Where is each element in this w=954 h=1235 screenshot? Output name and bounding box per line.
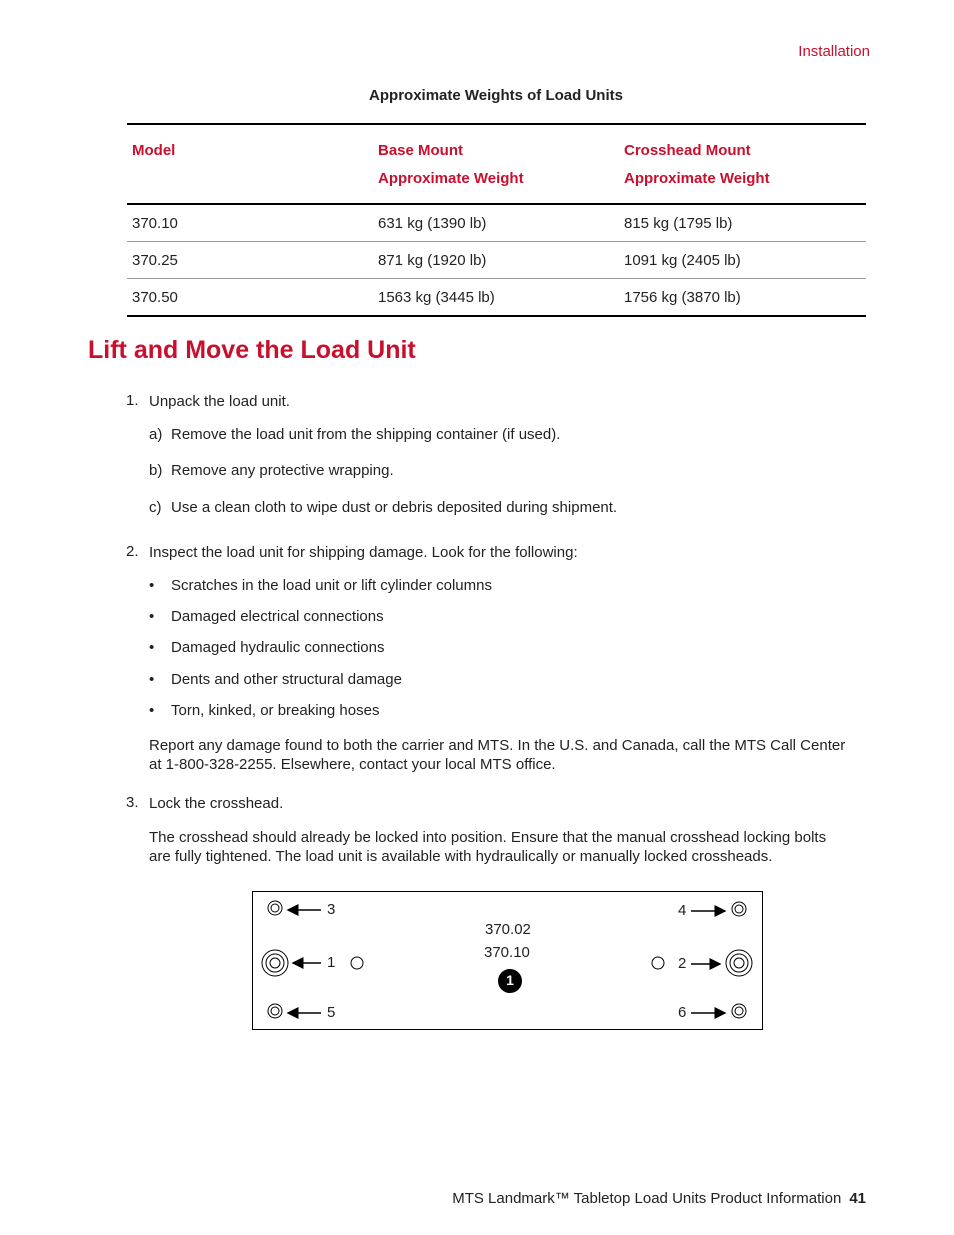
page-footer <box>452 1190 866 1207</box>
header-section-name: Installation <box>798 43 870 60</box>
bullet-marker: • <box>149 608 155 625</box>
bullet-item: Torn, kinked, or breaking hoses <box>171 702 380 719</box>
model-label-370-10: 370.10 <box>484 944 530 961</box>
bullet-item: Dents and other structural damage <box>171 671 402 688</box>
cell-base: 1563 kg (3445 lb) <box>373 279 619 317</box>
section-heading: Lift and Move the Load Unit <box>88 336 416 364</box>
table-header-row <box>127 124 866 204</box>
step-1-number: 1. <box>126 392 139 409</box>
cell-model: 370.50 <box>127 279 373 317</box>
header-crosshead-mount: Crosshead Mount Approximate Weight <box>619 124 866 204</box>
cell-crosshead: 1091 kg (2405 lb) <box>619 242 866 279</box>
cell-model: 370.25 <box>127 242 373 279</box>
substep-b-text: Remove any protective wrapping. <box>171 462 394 479</box>
bullet-marker: • <box>149 702 155 719</box>
substep-a-label: a) <box>149 426 163 443</box>
crosshead-bolt-diagram <box>252 891 763 1030</box>
bolt-6-icon <box>732 1004 746 1018</box>
page-number: 41 <box>849 1190 866 1207</box>
paragraph-line: at 1-800-328-2255. Elsewhere, contact your local MTS office. <box>149 756 556 773</box>
substep-a-text: Remove the load unit from the shipping container (if used). <box>171 426 561 443</box>
paragraph-line: The crosshead should already be locked into position. Ensure that the manual crosshead locking bolts <box>149 829 827 846</box>
cell-crosshead: 815 kg (1795 lb) <box>619 204 866 242</box>
bullet-item: Damaged electrical connections <box>171 608 384 625</box>
bolt-4-icon <box>732 902 746 916</box>
callout-number: 1 <box>506 972 514 988</box>
label-bolt-1: 1 <box>327 954 336 971</box>
bullet-item: Scratches in the load unit or lift cylinder columns <box>171 577 492 594</box>
step-2-number: 2. <box>126 543 139 560</box>
cell-base: 631 kg (1390 lb) <box>373 204 619 242</box>
step-1-text: Unpack the load unit. <box>149 393 290 410</box>
cell-crosshead: 1756 kg (3870 lb) <box>619 279 866 317</box>
crosshead-paragraph <box>149 828 869 866</box>
bolt-5-icon <box>268 1004 282 1018</box>
table-row <box>127 204 866 242</box>
label-bolt-2: 2 <box>678 955 687 972</box>
paragraph-line: Report any damage found to both the carrier and MTS. In the U.S. and Canada, call the MTS Call Center <box>149 737 846 754</box>
bolt-2-icon <box>726 950 752 976</box>
label-bolt-6: 6 <box>678 1004 687 1021</box>
table-row <box>127 242 866 279</box>
label-bolt-4: 4 <box>678 902 687 919</box>
bullet-marker: • <box>149 639 155 656</box>
step-2-text: Inspect the load unit for shipping damage. Look for the following: <box>149 544 578 561</box>
paragraph-line: are fully tightened. The load unit is available with hydraulically or manually locked crossheads. <box>149 848 773 865</box>
table-row <box>127 279 866 317</box>
bullet-item: Damaged hydraulic connections <box>171 639 385 656</box>
substep-c-label: c) <box>149 499 162 516</box>
bolt-1-icon <box>262 950 288 976</box>
substep-b-label: b) <box>149 462 163 479</box>
weights-table <box>127 123 866 317</box>
bullet-marker: • <box>149 577 155 594</box>
substep-c-text: Use a clean cloth to wipe dust or debris deposited during shipment. <box>171 499 618 516</box>
header-model: Model <box>127 124 373 204</box>
hole-right-icon <box>652 957 664 969</box>
model-label-370-02: 370.02 <box>485 921 531 938</box>
report-damage-paragraph <box>149 736 869 774</box>
bolt-3-icon <box>268 901 282 915</box>
table-title: Approximate Weights of Load Units <box>369 87 623 104</box>
hole-left-icon <box>351 957 363 969</box>
step-3-text: Lock the crosshead. <box>149 795 284 812</box>
cell-base: 871 kg (1920 lb) <box>373 242 619 279</box>
label-bolt-3: 3 <box>327 901 336 918</box>
bullet-marker: • <box>149 671 155 688</box>
step-3-number: 3. <box>126 794 139 811</box>
label-bolt-5: 5 <box>327 1004 336 1021</box>
header-base-mount: Base Mount Approximate Weight <box>373 124 619 204</box>
cell-model: 370.10 <box>127 204 373 242</box>
footer-title: MTS Landmark™ Tabletop Load Units Product Information <box>452 1190 842 1207</box>
